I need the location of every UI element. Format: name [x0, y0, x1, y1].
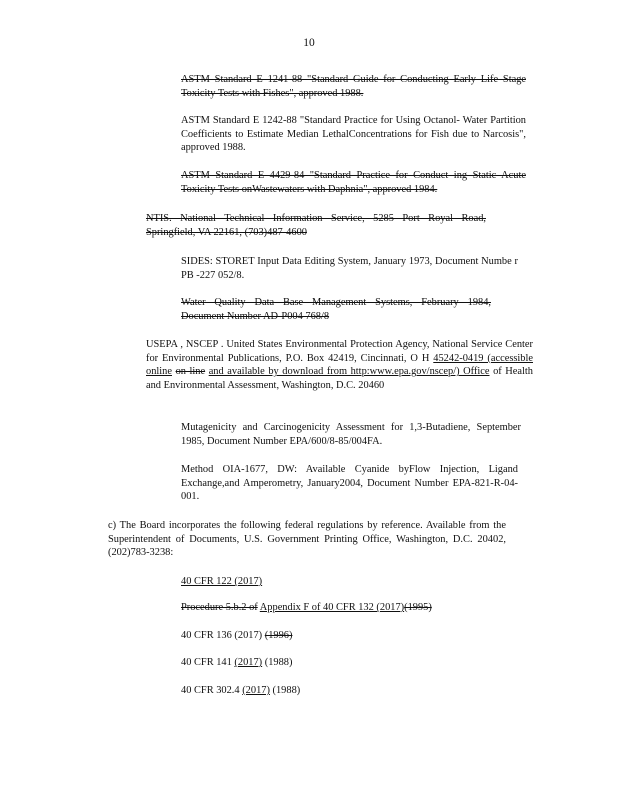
mutagenicity-entry: Mutagenicity and Carcinogenicity Assessment for 1,3-Butadiene, September 1985, Document Number EPA/600/8-85/004FA.	[181, 422, 521, 447]
federal-regulations-paragraph: c) The Board incorporates the following federal regulations by reference. Available from the Superintendent of Documents, U.S. Government Printing Office, Washington, D.C. 20402, (202)783-3238:	[108, 520, 506, 559]
cfr-141-old-year: (1988)	[264, 657, 293, 668]
usepa-text-1: USEPA , NSCEP . United States Environmental Protection Agency, National Service Center for Environmental Publications, P.O. Box 42419, Cincinnati, O H	[146, 339, 533, 364]
procedure-year-struck: (1995)	[404, 602, 432, 613]
cfr-132-entry	[181, 601, 432, 615]
procedure-struck-text: Procedure 5.b.2 of	[181, 602, 258, 613]
astm-e1241-entry: ASTM Standard E 1241-88 "Standard Guide for Conducting Early Life Stage Toxicity Tests with Fishes", approved 1988.	[181, 74, 526, 99]
usepa-entry	[146, 338, 533, 392]
usepa-text-2: 45242-0419 (accessible online	[146, 352, 533, 378]
ntis-entry: NTIS. National Technical Information Service, 5285 Port Royal Road, Springfield, VA 22161, (703)487-4600	[146, 213, 486, 238]
cfr-136-text: 40 CFR 136 (2017)	[181, 630, 263, 641]
page-number: 10	[303, 37, 315, 49]
cfr-141-entry	[181, 656, 292, 670]
cfr-136-entry	[181, 629, 292, 643]
cfr-302-entry	[181, 684, 300, 698]
usepa-struck-text: on line	[175, 366, 206, 378]
cfr-136-struck-year: (1996)	[264, 630, 293, 641]
water-quality-database-entry: Water Quality Data Base Management Systems, February 1984, Document Number AD-P004 768/8	[181, 297, 491, 322]
cfr-122-entry: 40 CFR 122 (2017)	[181, 576, 263, 587]
cfr-302-old-year: (1988)	[272, 685, 301, 696]
method-oia-entry: Method OIA-1677, DW: Available Cyanide byFlow Injection, Ligand Exchange,and Amperometry, January2004, Document Number EPA-821-R-04-001.	[181, 464, 518, 503]
cfr-141-new-year: (2017)	[234, 657, 263, 668]
usepa-text-3: and available by download from http:www.epa.gov/nscep/) Office	[208, 366, 490, 378]
sides-entry: SIDES: STORET Input Data Editing System, January 1973, Document Numbe r PB -227 052/8.	[181, 256, 518, 281]
cfr-302-text: 40 CFR 302.4	[181, 685, 240, 696]
appendix-text: Appendix F of 40 CFR 132 (2017)	[259, 602, 405, 613]
astm-e4429-entry: ASTM Standard E 4429-84 "Standard Practice for Conduct ing Static Acute Toxicity Tests onWastewaters with Daphnia", approved 1984.	[181, 170, 526, 195]
cfr-141-text: 40 CFR 141	[181, 657, 232, 668]
astm-e1242-entry: ASTM Standard E 1242-88 "Standard Practice for Using Octanol- Water Partition Coefficients to Estimate Median LethalConcentrations for Fish due to Narcosis", approved 1988.	[181, 115, 526, 154]
cfr-302-new-year: (2017)	[242, 685, 270, 696]
usepa-text-4: of Health and Environmental Assessment, Washington, D.C. 20460	[146, 366, 533, 391]
